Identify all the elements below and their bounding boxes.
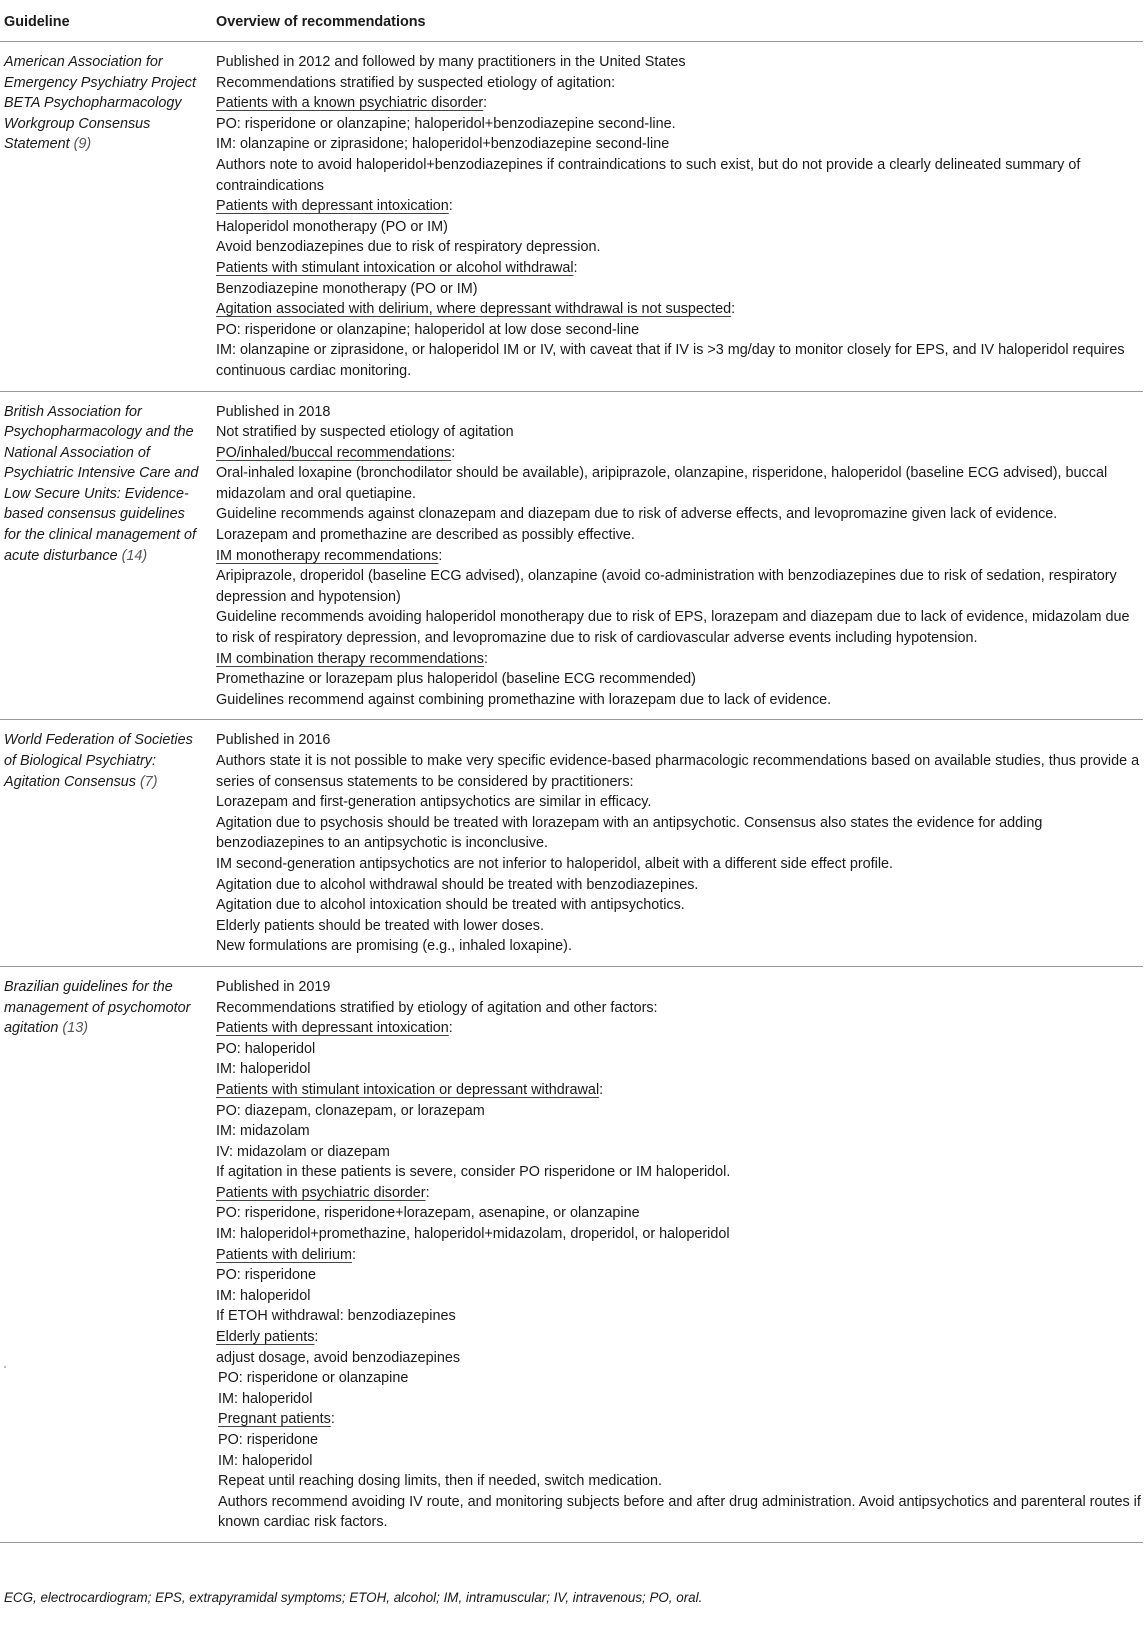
- subgroup-heading: [216, 1080, 1141, 1101]
- guideline-name: Brazilian guidelines for the management of psychomotor agitation: [4, 978, 191, 1037]
- recommendation-line: [216, 1492, 1141, 1533]
- line-text: Elderly patients: [216, 1329, 315, 1346]
- line-text: IM second-generation antipsychotics are not inferior to haloperidol, albeit with a different side effect profile.: [216, 855, 894, 872]
- heading-colon: :: [731, 301, 736, 318]
- line-text: Patients with delirium: [216, 1246, 352, 1263]
- subgroup-heading: [216, 1183, 1141, 1204]
- line-text: IM monotherapy recommendations: [216, 547, 439, 564]
- line-text: Haloperidol monotherapy (PO or IM): [216, 218, 448, 235]
- line-text: IM: haloperidol+promethazine, haloperidol+midazolam, droperidol, or haloperidol: [216, 1226, 730, 1243]
- line-text: IV: midazolam or diazepam: [216, 1143, 390, 1160]
- line-text: Recommendations stratified by suspected etiology of agitation:: [216, 74, 616, 91]
- line-text: IM: haloperidol: [218, 1452, 313, 1469]
- line-text: Elderly patients should be treated with lower doses.: [216, 917, 544, 934]
- line-text: Lorazepam and first-generation antipsychotics are similar in efficacy.: [216, 794, 652, 811]
- line-text: IM: haloperidol: [218, 1390, 313, 1407]
- recommendation-line: [216, 690, 1141, 711]
- line-text: Guidelines recommend against combining promethazine with lorazepam due to lack of evidence.: [216, 691, 832, 708]
- recommendation-line: [216, 237, 1141, 258]
- subgroup-heading: [216, 1018, 1141, 1039]
- recommendation-line: [216, 1265, 1141, 1286]
- line-text: Promethazine or lorazepam plus haloperidol (baseline ECG recommended): [216, 671, 696, 688]
- recommendation-line: [216, 525, 1141, 546]
- guideline-reference: (7): [140, 773, 158, 790]
- recommendation-line: [216, 1368, 1141, 1389]
- line-text: Patients with a known psychiatric disorder: [216, 95, 484, 112]
- line-text: PO: haloperidol: [216, 1040, 316, 1057]
- subgroup-heading: [216, 649, 1141, 670]
- recommendation-line: [216, 566, 1141, 607]
- recommendation-line: [216, 607, 1141, 648]
- line-text: New formulations are promising (e.g., inhaled loxapine).: [216, 938, 572, 955]
- subgroup-heading: [216, 93, 1141, 114]
- recommendation-line: [216, 340, 1141, 381]
- recommendation-line: [216, 875, 1141, 896]
- recommendation-line: [216, 402, 1141, 423]
- recommendation-line: [216, 73, 1141, 94]
- recommendation-line: [216, 114, 1141, 135]
- heading-colon: :: [448, 1020, 453, 1037]
- recommendation-line: [216, 52, 1141, 73]
- line-text: Oral-inhaled loxapine (bronchodilator should be available), aripiprazole, olanzapine, risperidone, haloperidol (baseline ECG advised), buccal midazolam and oral quetiapine.: [216, 465, 1108, 502]
- guideline-name: World Federation of Societies of Biological Psychiatry: Agitation Consensus: [4, 732, 193, 790]
- recommendation-line: [216, 1162, 1141, 1183]
- header-row: [0, 3, 1143, 42]
- line-text: Patients with depressant intoxication: [216, 198, 449, 215]
- subgroup-heading: [216, 546, 1141, 567]
- guideline-reference: (14): [121, 547, 148, 564]
- recommendations-cell: [216, 391, 1143, 720]
- guideline-reference: (9): [73, 136, 92, 153]
- recommendation-line: [216, 1039, 1141, 1060]
- recommendation-line: [216, 1203, 1141, 1224]
- recommendation-line: [216, 1101, 1141, 1122]
- line-text: PO: risperidone or olanzapine; haloperidol+benzodiazepine second-line.: [216, 115, 676, 132]
- heading-colon: :: [314, 1329, 319, 1346]
- line-text: IM: olanzapine or ziprasidone; haloperidol+benzodiazepine second-line: [216, 136, 670, 153]
- line-text: Patients with stimulant intoxication or alcohol withdrawal: [216, 259, 574, 276]
- guidelines-table: [0, 3, 1143, 1543]
- recommendations-cell: [216, 966, 1143, 1542]
- heading-colon: :: [448, 198, 453, 215]
- heading-colon: :: [599, 1081, 604, 1098]
- line-text: Pregnant patients: [218, 1411, 331, 1428]
- recommendation-line: [216, 1121, 1141, 1142]
- line-text: Avoid benzodiazepines due to risk of respiratory depression.: [216, 239, 601, 256]
- line-text: Patients with stimulant intoxication or depressant withdrawal: [216, 1081, 600, 1098]
- line-text: Patients with psychiatric disorder: [216, 1184, 426, 1201]
- recommendation-line: [216, 998, 1141, 1019]
- subgroup-heading: [216, 258, 1141, 279]
- guideline-cell: [0, 966, 216, 1542]
- recommendation-line: [216, 730, 1141, 751]
- line-text: Repeat until reaching dosing limits, then if needed, switch medication.: [218, 1473, 662, 1490]
- recommendations-cell: [216, 720, 1143, 967]
- line-text: Published in 2019: [216, 978, 331, 995]
- recommendation-line: [216, 751, 1141, 792]
- line-text: IM combination therapy recommendations: [216, 650, 484, 667]
- line-text: Authors recommend avoiding IV route, and monitoring subjects before and after drug administration. Avoid antipsychotics and parenteral routes if known cardiac risk factors.: [218, 1493, 1141, 1531]
- line-text: Patients with depressant intoxication: [216, 1020, 449, 1037]
- line-text: PO: risperidone, risperidone+lorazepam, asenapine, or olanzapine: [216, 1205, 640, 1222]
- heading-colon: :: [573, 259, 578, 276]
- table-row: [0, 42, 1143, 392]
- line-text: PO: risperidone or olanzapine: [218, 1370, 409, 1387]
- heading-colon: :: [451, 444, 456, 461]
- line-text: Authors note to avoid haloperidol+benzodiazepines if contraindications to such exist, but do not provide a clearly delineated summary of contraindications: [216, 156, 1081, 194]
- recommendation-line: [216, 895, 1141, 916]
- recommendation-line: [216, 854, 1141, 875]
- line-text: PO: risperidone or olanzapine; haloperidol at low dose second-line: [216, 321, 640, 338]
- table-header: [0, 3, 1143, 42]
- line-text: adjust dosage, avoid benzodiazepines: [216, 1349, 461, 1366]
- table-body: [0, 42, 1143, 1543]
- line-text: PO: diazepam, clonazepam, or lorazepam: [216, 1102, 485, 1119]
- line-text: IM: olanzapine or ziprasidone, or haloperidol IM or IV, with caveat that if IV is >3 mg/day to monitor closely for EPS, and IV haloperidol requires continuous cardiac monitoring.: [216, 342, 1125, 379]
- table-row: [0, 720, 1143, 967]
- line-text: Agitation due to alcohol intoxication should be treated with antipsychotics.: [216, 897, 685, 914]
- header-guideline: Guideline: [0, 3, 216, 42]
- recommendation-line: [216, 1348, 1141, 1369]
- heading-colon: :: [483, 95, 488, 112]
- recommendation-line: [216, 1286, 1141, 1307]
- line-text: PO: risperidone: [218, 1432, 318, 1448]
- guideline-name: British Association for Psychopharmacology and the National Association of Psychiatric Intensive Care and Low Secure Units: Evidence-based consensus guidelines for the clinical management of acute disturbance: [4, 403, 199, 564]
- line-text: Agitation due to psychosis should be treated with lorazepam with an antipsychotic. Consensus also states the evidence for adding benzodiazepines to an antipsychotic is inconclusive.: [216, 814, 1043, 852]
- table-row: [0, 391, 1143, 720]
- subgroup-heading: [216, 196, 1141, 217]
- line-text: Aripiprazole, droperidol (baseline ECG advised), olanzapine (avoid co-administration with benzodiazepines due to risk of sedation, respiratory depression and hypotension): [216, 568, 1117, 605]
- recommendation-line: [216, 1224, 1141, 1245]
- line-text: Agitation associated with delirium, where depressant withdrawal is not suspected: [216, 301, 732, 318]
- line-text: Authors state it is not possible to make very specific evidence-based pharmacologic recommendations based on available studies, thus provide a series of consensus statements to be considered by practitioners:: [216, 753, 1140, 790]
- recommendation-line: [216, 463, 1141, 504]
- subgroup-heading: [216, 1409, 1141, 1430]
- recommendation-line: [216, 279, 1141, 300]
- line-text: Published in 2018: [216, 403, 331, 420]
- recommendation-line: [216, 792, 1141, 813]
- guideline-cell: [0, 391, 216, 720]
- line-text: IM: haloperidol: [216, 1287, 311, 1304]
- heading-colon: :: [438, 547, 443, 564]
- recommendation-line: [216, 669, 1141, 690]
- line-text: If agitation in these patients is severe, consider PO risperidone or IM haloperidol.: [216, 1164, 731, 1181]
- recommendations-cell: [216, 42, 1143, 392]
- line-text: Guideline recommends avoiding haloperidol monotherapy due to risk of EPS, lorazepam and diazepam due to lack of evidence, midazolam due to risk of respiratory depression, and levopromazine due to risk of cardiovascular adverse events including hypotension.: [216, 609, 1130, 647]
- line-text: Not stratified by suspected etiology of agitation: [216, 424, 514, 441]
- recommendation-line: [216, 1059, 1141, 1080]
- line-text: IM: midazolam: [216, 1123, 310, 1140]
- recommendation-line: [216, 1142, 1141, 1163]
- table-row: [0, 966, 1143, 1542]
- heading-colon: :: [425, 1184, 430, 1201]
- recommendation-line: [216, 1451, 1141, 1472]
- line-text: Recommendations stratified by etiology of agitation and other factors:: [216, 999, 658, 1016]
- heading-colon: :: [351, 1246, 356, 1263]
- line-text: IM: haloperidol: [216, 1061, 311, 1078]
- guideline-cell: [0, 720, 216, 967]
- stray-mark: [4, 1366, 6, 1368]
- recommendation-line: [216, 134, 1141, 155]
- recommendation-line: [216, 1389, 1141, 1410]
- heading-colon: :: [483, 650, 488, 667]
- line-text: Agitation due to alcohol withdrawal should be treated with benzodiazepines.: [216, 876, 699, 893]
- guideline-reference: (13): [62, 1020, 89, 1037]
- subgroup-heading: [216, 443, 1141, 464]
- recommendation-line: [216, 422, 1141, 443]
- line-text: PO: risperidone: [216, 1267, 316, 1284]
- line-text: Guideline recommends against clonazepam and diazepam due to risk of adverse effects, and levopromazine given lack of evidence.: [216, 506, 1058, 523]
- line-text: Lorazepam and promethazine are described as possibly effective.: [216, 527, 635, 544]
- recommendation-line: [216, 936, 1141, 957]
- recommendation-line: [216, 813, 1141, 854]
- heading-colon: :: [330, 1411, 335, 1428]
- recommendation-line: [216, 217, 1141, 238]
- recommendation-line: [216, 916, 1141, 937]
- header-overview: Overview of recommendations: [216, 3, 1143, 42]
- table-footnote: ECG, electrocardiogram; EPS, extrapyramidal symptoms; ETOH, alcohol; IM, intramuscular; IV, intravenous; PO, oral.: [4, 1590, 703, 1605]
- subgroup-heading: [216, 1327, 1141, 1348]
- line-text: If ETOH withdrawal: benzodiazepines: [216, 1308, 456, 1325]
- line-text: Published in 2012 and followed by many practitioners in the United States: [216, 54, 686, 70]
- subgroup-heading: [216, 299, 1141, 320]
- recommendation-line: [216, 977, 1141, 998]
- recommendation-line: [216, 155, 1141, 196]
- recommendation-line: [216, 1306, 1141, 1327]
- recommendation-line: [216, 320, 1141, 341]
- line-text: PO/inhaled/buccal recommendations: [216, 444, 452, 461]
- guideline-cell: [0, 42, 216, 392]
- line-text: Published in 2016: [216, 732, 331, 749]
- subgroup-heading: [216, 1245, 1141, 1266]
- recommendation-line: [216, 1430, 1141, 1451]
- recommendation-line: [216, 504, 1141, 525]
- guideline-name: American Association for Emergency Psychiatry Project BETA Psychopharmacology Workgroup Consensus Statement: [4, 54, 196, 153]
- recommendation-line: [216, 1471, 1141, 1492]
- line-text: Benzodiazepine monotherapy (PO or IM): [216, 280, 478, 297]
